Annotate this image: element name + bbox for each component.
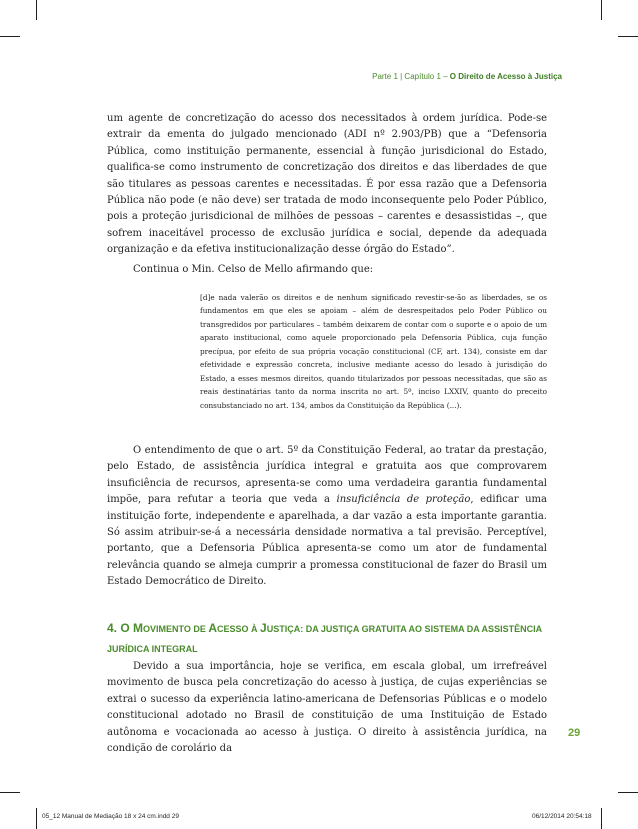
body-paragraph — [107, 443, 547, 591]
block-quote: [d]e nada valerão os direitos e de nenhum significado revestir-se-ão as liberdades, se os fundamentos em que eles se apoiam – além de desrespeitados pelo Poder Público ou transgredidos por particulares – também deixarem de contar com o suporte e o apoio de um aparato institucional, como aquele proporcionado pela Defensoria Pública, cuja função precípua, por efeito de sua própria vocação constitucional (CF, art. 134), consiste em dar efetividade e expressão concreta, inclusive mediante acesso do lesado à jurisdição do Estado, a esses mesmos direitos, quando titularizados por pessoas necessitadas, que são as reais destinatárias tanto da norma inscrita no art. 5º, inciso LXXIV, quanto do preceito consubstanciado no art. 134, ambos da Constituição da República (...). — [200, 293, 547, 410]
crop-mark — [601, 808, 602, 829]
body-paragraph: um agente de concretização do acesso dos necessitados à ordem jurídica. Pode-se extrair da ementa do julgado mencionado (ADI nº 2.903/PB) que a “Defensoria Pública, como instituição permanente, essencial à função jurisdicional do Estado, qualifica-se como instrumento de concretização dos direitos e das liberdades de que são titulares as pessoas carentes e necessitadas. É por essa razão que a Defensoria Pública não pode (e não deve) ser tratada de modo inconsequente pelo Poder Público, pois a proteção jurisdicional de milhões de pessoas – carentes e desassistidas –, que sofrem inaceitável processo de exclusão jurídica e social, depende da adequada organização e da efetiva institucionalização desse órgão do Estado”. — [107, 113, 547, 256]
crop-mark — [601, 0, 602, 20]
section-number: 4. — [107, 621, 121, 635]
running-head — [372, 72, 562, 81]
heading-text: CESSO À — [217, 624, 261, 634]
slug-file: 05_12 Manual de Mediação 18 x 24 cm.indd 29 — [42, 813, 179, 820]
slug-timestamp: 06/12/2014 20:54:18 — [532, 813, 592, 820]
body-paragraph: Continua o Min. Celso de Mello afirmando que: — [133, 264, 374, 275]
body-text: O entendimento de que o art. 5º da Constituição Federal, ao tratar da prestação, pelo Estado, de assistência jurídica integral e gratuita aos que comprovarem insuficiência de recursos, apresenta-se como uma verdadeira garantia fundamental impõe, para refutar a teoria que veda a — [107, 445, 547, 506]
heading-cap: O M — [120, 621, 144, 635]
crop-mark — [618, 792, 638, 793]
section-heading — [107, 618, 552, 659]
crop-mark — [0, 792, 20, 793]
body-text: , edificar uma instituição forte, independente e aparelhada, a dar vazão a esta importante garantia. Só assim atribuir-se-á a necessária densidade normativa a tal previsão. Perceptível, portanto, que a Defensoria Pública apresenta-se como um ator de fundamental relevância quando se almeja cumprir a promessa constitucional de fazer do Brasil um Estado Democrático de Direito. — [107, 494, 548, 588]
italic-term: insuficiência de proteção — [336, 494, 471, 506]
crop-mark — [0, 36, 20, 37]
heading-text: OVIMENTO DE — [143, 624, 209, 634]
heading-text: USTIÇA: DA JUSTIÇA GRATUITA AO SISTEMA DA ASSISTÊNCIA JURÍDICA INTEGRAL — [107, 624, 542, 654]
crop-mark — [618, 36, 638, 37]
running-head-part: Parte 1 | Capítulo 1 – — [372, 72, 450, 81]
page-number: 29 — [568, 727, 581, 739]
crop-mark — [36, 808, 37, 829]
heading-cap: A — [208, 621, 218, 635]
crop-mark — [36, 0, 37, 20]
body-paragraph: Devido a sua importância, hoje se verifica, em escala global, um irrefreável movimento de busca pela concretização do acesso à justiça, de cujas experiências se extrai o sucesso da experiência latino-americana de Defensorias Públicas e o modelo constitucional adotado no Brasil de constituição de uma Instituição de Estado autônoma e vocacionada ao acesso à justiça. O direito à assistência jurídica, na condição de corolário da — [107, 661, 547, 755]
heading-cap: J — [260, 621, 267, 635]
running-head-chapter: O Direito de Acesso à Justiça — [449, 72, 562, 81]
